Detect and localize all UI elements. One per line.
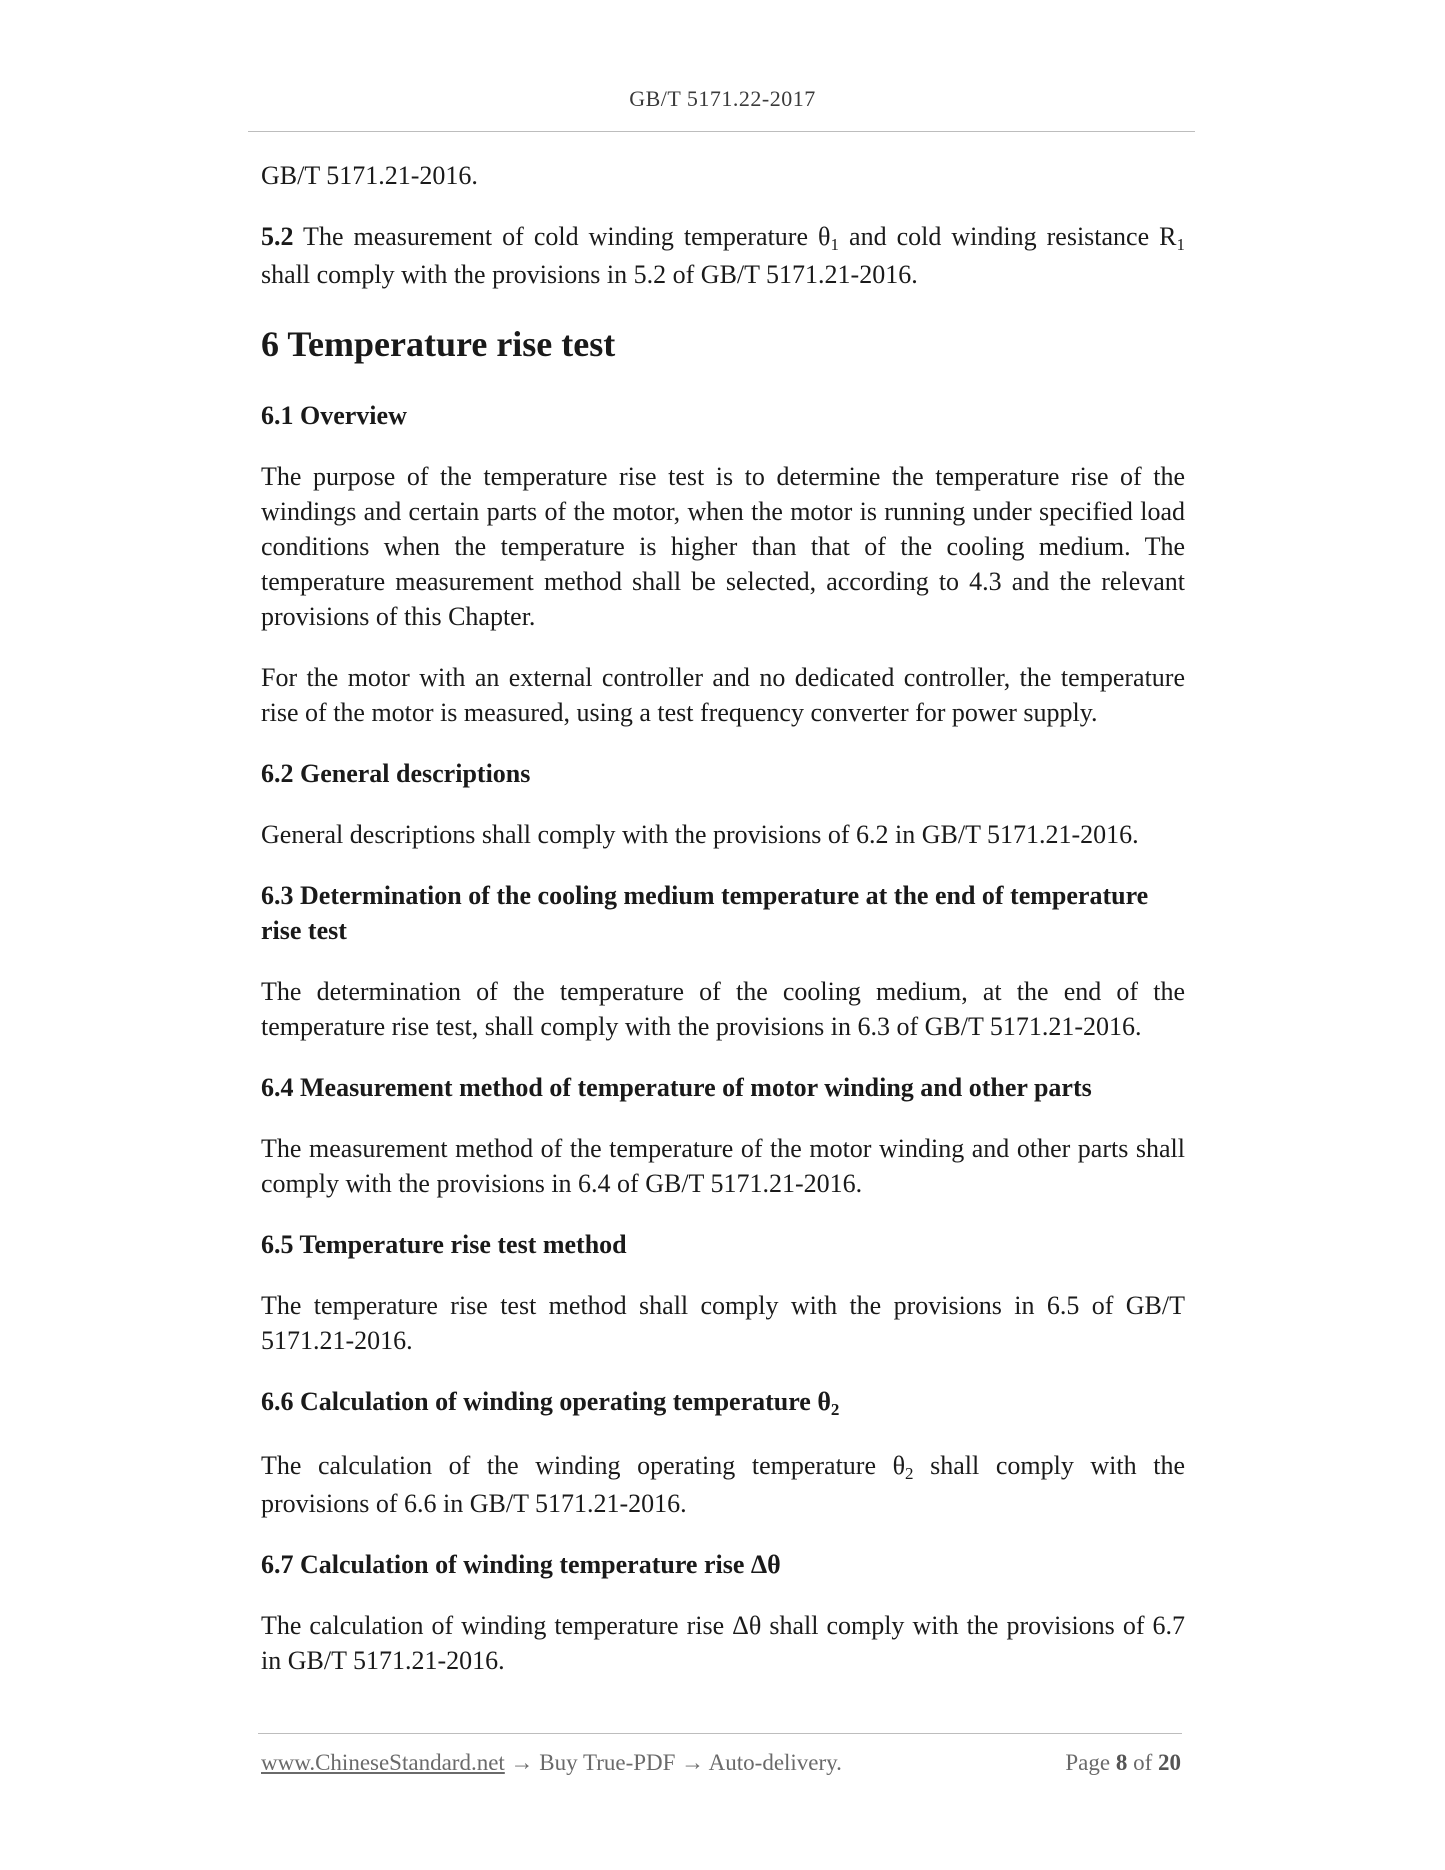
section-6-6-heading	[261, 1384, 1185, 1422]
section-6-2-paragraph: General descriptions shall comply with the provisions of 6.2 in GB/T 5171.21-2016.	[261, 820, 1139, 849]
section-6-1-paragraph-2: For the motor with an external controller and no dedicated controller, the temperature rise of the motor is measured, using a test frequency converter for power supply.	[261, 663, 1185, 727]
section-6-3-paragraph: The determination of the temperature of the cooling medium, at the end of the temperature rise test, shall comply with the provisions in 6.3 of GB/T 5171.21-2016.	[261, 977, 1185, 1041]
clause-5-2-text-2: and cold winding resistance R	[839, 222, 1177, 251]
footer-tagline: → Buy True-PDF → Auto-delivery.	[504, 1750, 842, 1775]
section-6-4-heading: 6.4 Measurement method of temperature of motor winding and other parts	[261, 1073, 1092, 1102]
page-number: 8	[1115, 1750, 1128, 1775]
section-6-6-heading-text: 6.6 Calculation of winding operating temperature θ	[261, 1387, 831, 1416]
section-6-5-paragraph: The temperature rise test method shall comply with the provisions in 6.5 of GB/T 5171.21-2016.	[261, 1291, 1185, 1355]
page-total: 20	[1158, 1750, 1181, 1775]
section-6-7-heading: 6.7 Calculation of winding temperature rise Δθ	[261, 1550, 781, 1579]
section-6-4-paragraph: The measurement method of the temperature of the motor winding and other parts shall comply with the provisions in 6.4 of GB/T 5171.21-2016.	[261, 1134, 1185, 1198]
clause-5-2-sub-2: 1	[1176, 235, 1186, 254]
section-6-heading: 6 Temperature rise test	[261, 324, 616, 364]
header-title: GB/T 5171.22-2017	[629, 86, 816, 111]
section-6-6-text-2: shall comply with the provisions of 6.6 in GB/T 5171.21-2016.	[261, 1451, 1185, 1518]
clause-5-2-text-1: The measurement of cold winding temperature θ	[293, 222, 831, 251]
section-6-6-sub: 2	[905, 1464, 914, 1483]
section-6-6-text-1: The calculation of the winding operating temperature θ	[261, 1451, 906, 1480]
footer-left	[261, 1750, 842, 1776]
header-divider	[248, 131, 1195, 132]
section-6-6-paragraph	[261, 1448, 1185, 1521]
page-indicator	[1065, 1750, 1181, 1776]
section-6-1-heading: 6.1 Overview	[261, 401, 407, 430]
page-content	[261, 158, 1185, 1704]
footer-divider	[258, 1733, 1182, 1734]
carry-over-text: GB/T 5171.21-2016.	[261, 161, 478, 190]
clause-5-2	[261, 219, 1185, 292]
clause-5-2-sub-1: 1	[830, 235, 839, 254]
section-6-7-paragraph: The calculation of winding temperature rise Δθ shall comply with the provisions of 6.7 in GB/T 5171.21-2016.	[261, 1611, 1185, 1675]
section-6-5-heading: 6.5 Temperature rise test method	[261, 1230, 627, 1259]
of-label: of	[1133, 1750, 1153, 1775]
website-link[interactable]: www.ChineseStandard.net	[261, 1750, 505, 1775]
page-label: Page	[1065, 1750, 1111, 1775]
section-6-2-heading: 6.2 General descriptions	[261, 759, 531, 788]
clause-5-2-text-3: shall comply with the provisions in 5.2 of GB/T 5171.21-2016.	[261, 260, 918, 289]
section-6-1-paragraph-1: The purpose of the temperature rise test is to determine the temperature rise of the windings and certain parts of the motor, when the motor is running under specified load conditions when the temperature is higher than that of the cooling medium. The temperature measurement method shall be selected, according to 4.3 and the relevant provisions of this Chapter.	[261, 462, 1185, 631]
clause-5-2-number: 5.2	[261, 222, 294, 251]
section-6-3-heading: 6.3 Determination of the cooling medium temperature at the end of temperature rise test	[261, 881, 1149, 945]
section-6-6-heading-sub: 2	[830, 1400, 840, 1419]
